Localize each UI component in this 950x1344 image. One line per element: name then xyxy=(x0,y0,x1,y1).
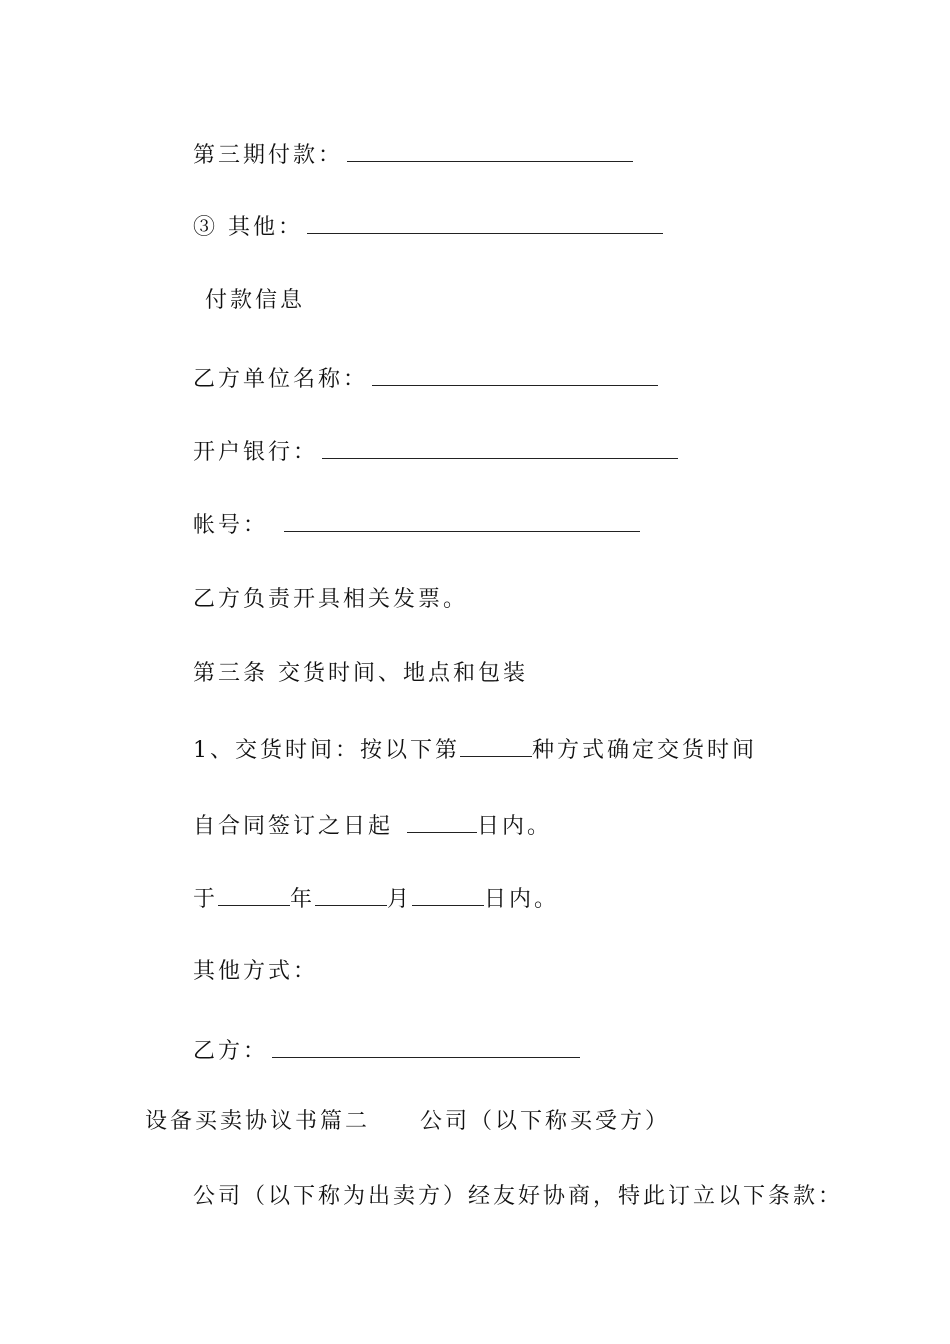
day-within-label: 日内。 xyxy=(484,887,560,912)
party-b-name-label: 乙方单位名称： xyxy=(193,367,369,392)
delivery-time-line xyxy=(193,734,757,766)
third-payment-label: 第三期付款： xyxy=(193,143,344,168)
from-signing-line xyxy=(193,810,552,842)
account-label: 帐号： xyxy=(193,513,269,538)
article-three-heading: 第三条 交货时间、地点和包装 xyxy=(193,661,528,686)
section-title: 设备买卖协议书篇二 xyxy=(145,1109,371,1134)
other-line xyxy=(193,211,663,243)
on-date-line xyxy=(193,883,559,915)
delivery-time-prefix: 1、交货时间：按以下第 xyxy=(193,738,460,763)
year-label: 年 xyxy=(290,887,316,912)
from-signing-suffix: 日内。 xyxy=(477,814,553,839)
year-blank xyxy=(218,883,290,906)
other-methods-line: 其他方式： xyxy=(193,959,319,984)
day-blank xyxy=(412,883,484,906)
delivery-method-blank xyxy=(460,734,532,757)
on-date-prefix: 于 xyxy=(193,887,219,912)
delivery-time-suffix: 种方式确定交货时间 xyxy=(532,738,758,763)
days-blank xyxy=(407,810,477,833)
other-blank xyxy=(307,211,663,234)
payment-info-heading: 付款信息 xyxy=(205,288,306,313)
from-signing-prefix: 自合同签订之日起 xyxy=(193,814,394,839)
party-b-name-line xyxy=(193,363,658,395)
bank-line xyxy=(193,436,678,468)
company-seller-line: 公司（以下称为出卖方）经友好协商，特此订立以下条款： xyxy=(193,1184,844,1209)
party-b-label: 乙方： xyxy=(193,1039,269,1064)
party-b-line xyxy=(193,1035,580,1067)
bank-blank xyxy=(322,436,678,459)
section-title-line xyxy=(145,1107,670,1137)
party-b-name-blank xyxy=(372,363,658,386)
invoice-line: 乙方负责开具相关发票。 xyxy=(193,587,469,612)
account-line xyxy=(193,509,640,541)
third-payment-blank xyxy=(347,139,633,162)
third-payment-line xyxy=(193,139,633,171)
month-blank xyxy=(315,883,387,906)
company-buyer: 公司（以下称买受方） xyxy=(420,1109,671,1134)
other-label: ③ 其他： xyxy=(193,215,303,240)
account-blank xyxy=(284,509,640,532)
party-b-blank xyxy=(272,1035,580,1058)
month-label: 月 xyxy=(387,887,413,912)
bank-label: 开户银行： xyxy=(193,440,319,465)
